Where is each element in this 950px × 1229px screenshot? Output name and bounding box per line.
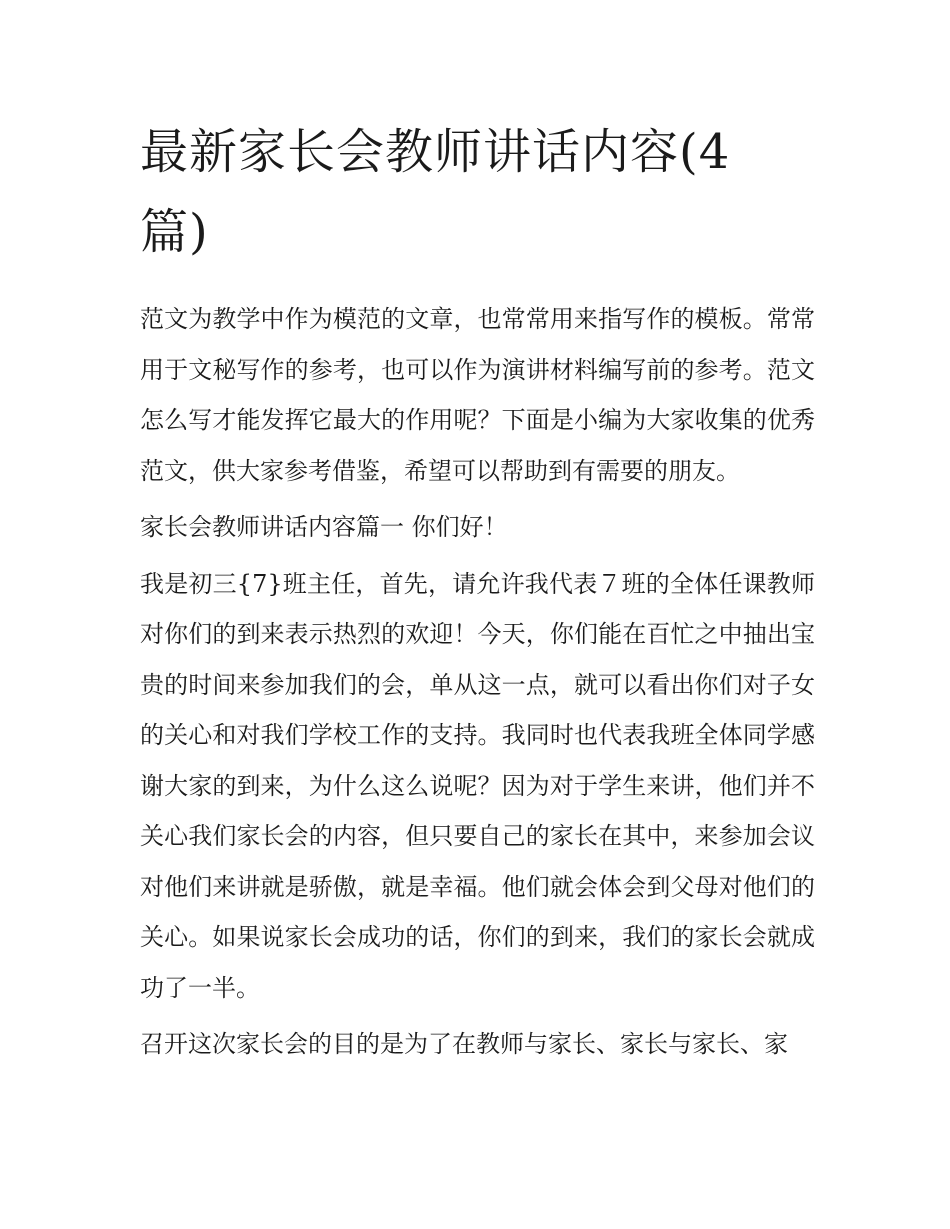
document-page — [140, 112, 815, 1070]
body-paragraph: 召开这次家长会的目的是为了在教师与家长、家长与家长、家 — [140, 1030, 788, 1058]
document-title: 最新家长会教师讲话内容(4篇) — [140, 124, 731, 260]
intro-paragraph: 范文为教学中作为模范的文章，也常常用来指写作的模板。常常用于文秘写作的参考，也可以作为演讲材料编写前的参考。范文怎么写才能发挥它最大的作用呢？下面是小编为大家收集的优秀范文，供大家参考借鉴，希望可以帮助到有需要的朋友。 — [140, 305, 815, 485]
body-paragraph: 我是初三{7}班主任，首先，请允许我代表７班的全体任课教师对你们的到来表示热烈的欢迎！今天，你们能在百忙之中抽出宝贵的时间来参加我们的会，单从这一点，就可以看出你们对子女的关心和对我们学校工作的支持。我同时也代表我班全体同学感谢大家的到来，为什么这么说呢？因为对于学生来讲，他们并不关心我们家长会的内容，但只要自己的家长在其中，来参加会议对他们来讲就是骄傲，就是幸福。他们就会体会到父母对他们的关心。如果说家长会成功的话，你们的到来，我们的家长会就成功了一半。 — [140, 569, 815, 1002]
section-heading-paragraph: 家长会教师讲话内容篇一 你们好！ — [140, 513, 508, 541]
